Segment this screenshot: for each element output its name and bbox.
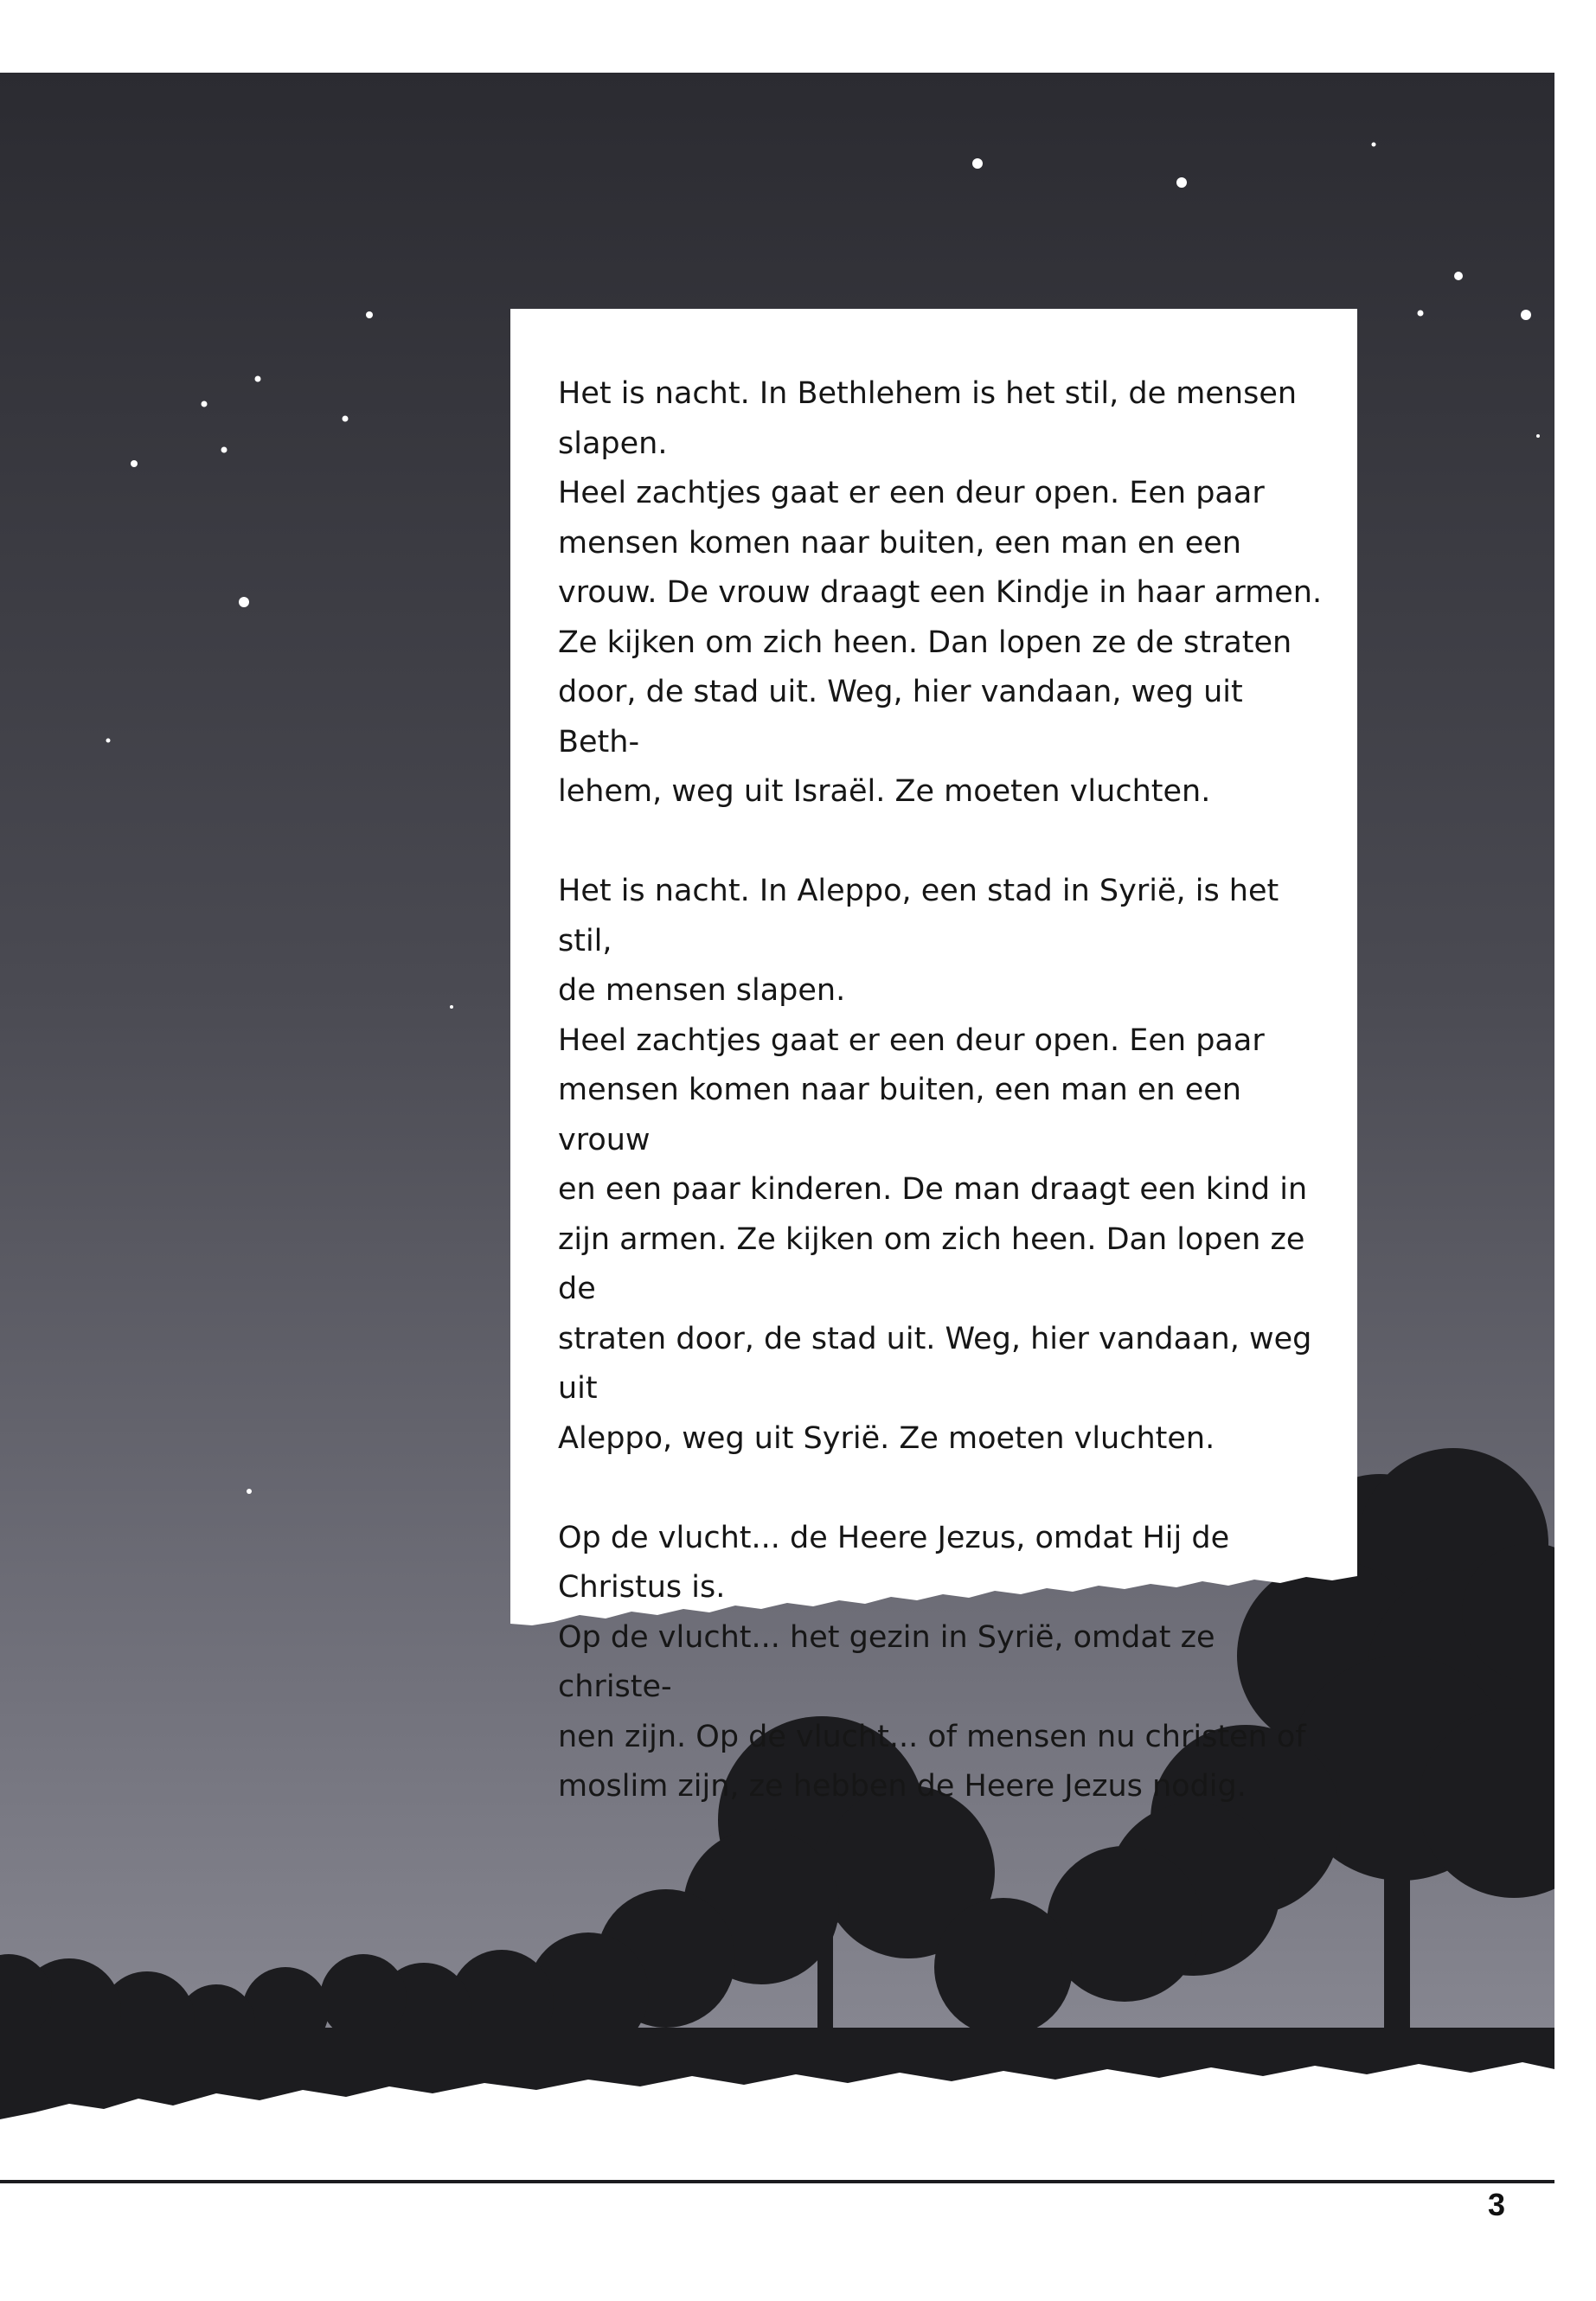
star — [1418, 311, 1424, 317]
text-line: moslim zijn, ze hebben de Heere Jezus nodig. — [558, 1769, 1247, 1804]
page-number: 3 — [1488, 2187, 1506, 2222]
text-line: slapen. — [558, 426, 668, 461]
star — [1536, 434, 1540, 438]
star — [247, 1489, 252, 1494]
text-line: zijn armen. Ze kijken om zich heen. Dan lopen ze de — [558, 1221, 1305, 1306]
text-line: mensen komen naar buiten, een man en een — [558, 525, 1241, 561]
star — [1454, 272, 1463, 280]
text-line: Aleppo, weg uit Syrië. Ze moeten vluchten. — [558, 1420, 1215, 1456]
paragraph-on-the-run — [558, 1514, 1328, 1812]
story-text — [558, 369, 1328, 1862]
text-line: Christus is. — [558, 1570, 726, 1605]
text-line: vrouw. De vrouw draagt een Kindje in haar armen. — [558, 575, 1323, 610]
text-line: mensen komen naar buiten, een man en een vrouw — [558, 1073, 1241, 1157]
star — [221, 447, 228, 453]
star — [450, 1005, 453, 1009]
star — [131, 460, 138, 467]
text-line: Op de vlucht... de Heere Jezus, omdat Hij de — [558, 1520, 1230, 1555]
star — [1176, 177, 1187, 188]
star — [106, 739, 111, 743]
text-line: door, de stad uit. Weg, hier vandaan, weg uit Beth- — [558, 675, 1243, 760]
text-line: nen zijn. Op de vlucht... of mensen nu christen of — [558, 1719, 1306, 1754]
text-line: Het is nacht. In Bethlehem is het stil, de mensen — [558, 376, 1298, 411]
star — [1372, 143, 1376, 147]
star — [343, 416, 349, 422]
text-line: Ze kijken om zich heen. Dan lopen ze de straten — [558, 625, 1292, 660]
story-text-panel — [510, 309, 1357, 1804]
paragraph-aleppo — [558, 867, 1328, 1464]
text-line: Het is nacht. In Aleppo, een stad in Syrië, is het stil, — [558, 874, 1279, 958]
text-line: Heel zachtjes gaat er een deur open. Een paar — [558, 1022, 1265, 1058]
text-line: Heel zachtjes gaat er een deur open. Een paar — [558, 476, 1265, 510]
star — [972, 158, 983, 169]
torn-bottom-edge — [0, 2059, 1596, 2180]
text-line: lehem, weg uit Israël. Ze moeten vluchten. — [558, 774, 1211, 809]
star — [239, 597, 249, 607]
star — [255, 376, 261, 382]
text-line: en een paar kinderen. De man draagt een kind in — [558, 1172, 1308, 1207]
text-line: de mensen slapen. — [558, 973, 846, 1008]
text-line: straten door, de stad uit. Weg, hier vandaan, weg uit — [558, 1321, 1312, 1406]
star — [1521, 310, 1531, 320]
paragraph-bethlehem — [558, 369, 1328, 817]
star — [366, 311, 373, 318]
star — [202, 401, 208, 407]
text-line: Op de vlucht... het gezin in Syrië, omdat ze christe- — [558, 1619, 1215, 1704]
